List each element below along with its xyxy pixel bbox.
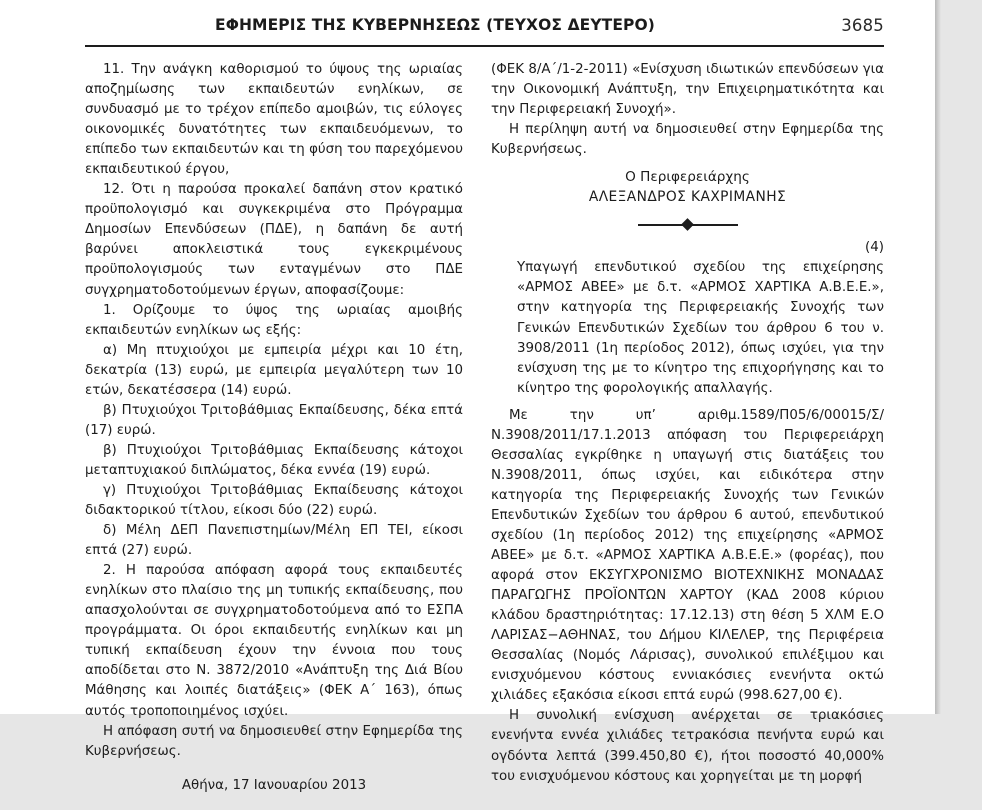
date-line: Αθήνα, 17 Ιανουαρίου 2013: [181, 777, 367, 793]
spacer: [85, 762, 463, 776]
grant-paragraph: Η συνολική ενίσχυση ανέρχεται σε τριακόσιες ενενήντα εννέα χιλιάδες τετρακόσια πενήντα ευρώ και ογδόντα λεπτά (399.450,80 €), ήτοι ποσοστό 40,000% του ενισχυόμενου κόστους και χορηγείται με τη μορφή: [491, 708, 884, 784]
decision-item-b1: β) Πτυχιούχοι Τριτοβάθμιας Εκπαίδευσης, δέκα επτά (17) ευρώ.: [85, 402, 463, 438]
summary-title: Υπαγωγή επενδυτικού σχεδίου της επιχείρησης «ΑΡΜΟΣ ΑΒΕΕ» με δ.τ. «ΑΡΜΟΣ ΧΑΡΤΙΚΑ Α.Β.Ε.Ε.», στην κατηγορία της Περιφερειακής Συνοχής των Γενικών Επενδυτικών Σχεδίων του άρθρου 6 του ν. 3908/2011 (1η περίοδος 2012), όπως ισχύει, για την ενίσχυση της με το κίνητρο της επιχορήγησης και το κίνητρο της φορολογικής απαλλαγής.: [517, 260, 884, 396]
header-rule: [85, 45, 884, 47]
viewer-background: [941, 0, 982, 714]
running-head: [85, 16, 884, 46]
decision-item-b2: β) Πτυχιούχοι Τριτοβάθμιας Εκπαίδευσης κάτοχοι μεταπτυχιακού διπλώματος, δέκα εννέα (19) ευρώ.: [85, 442, 463, 478]
decision-item-a: α) Μη πτυχιούχοι με εμπειρία μέχρι και 10 έτη, δεκατρία (13) ευρώ, με εμπειρία μεγαλύτερη των 10 ετών, δεκατέσσερα (14) ευρώ.: [85, 342, 463, 398]
paragraph-11: 11. Την ανάγκη καθορισμού το ύψους της ωριαίας αποζημίωσης των εκπαιδευτών ενηλίκων, σε συνδυασμό με το τρέχον επίπεδο αμοιβών, τις εύλογες οικονομικές δυνατότητες των εκπαιδευόμενων, το επίπεδο των εκπαιδευτών και τη φύση του παρεχόμενου εκπαιδευτικού έργου,: [85, 62, 463, 178]
right-publish-note: Η περίληψη αυτή να δημοσιευθεί στην Εφημερίδα της Κυβερνήσεως.: [491, 122, 884, 158]
signatory-role: Ο Περιφερειάρχης: [625, 169, 750, 186]
decision-item-g: γ) Πτυχιούχοι Τριτοβάθμιας Εκπαίδευσης κάτοχοι διδακτορικού τίτλου, είκοσι δύο (22) ευρώ.: [85, 482, 463, 519]
decision-item-2: 2. Η παρούσα απόφαση αφορά τους εκπαιδευτές ενηλίκων στο πλαίσιο της μη τυπικής εκπαίδευσης, που απασχολούνται σε συγχρηματοδοτούμενα από το ΕΣΠΑ προγράμματα. Οι όροι εκπαιδευτής ενηλίκων και μη τυπική εκπαίδευση έχουν την έννοια που τους αποδίδεται στο Ν. 3872/2010 «Ανάπτυξη της Διά Βίου Μάθησης και λοιπές διατάξεις» (ΦΕΚ Α΄ 163), όπως αυτός τροποποιημένος ισχύει.: [85, 563, 463, 719]
divider-diamond-icon: [681, 218, 694, 231]
left-publish-note: Η απόφαση συτή να δημοσιευθεί στην Εφημερίδα της Κυβερνήσεως.: [85, 723, 463, 759]
decision-body: Με την υπ’ αριθμ.1589/Π05/6/00015/Σ/Ν.3908/2011/17.1.2013 απόφαση του Περιφερειάρχη Θεσσαλίας εγκρίθηκε η υπαγωγή στις διατάξεις του Ν.3908/2011, όπως ισχύει, και ειδικότερα στην κατηγορία της Περιφερειακής Συνοχής των Γενικών Επενδυτικών Σχεδίων του άρθρου 6 αυτού, επενδυτικού σχεδίου (1η περίοδος 2012) της επιχείρησης «ΑΡΜΟΣ ΑΒΕΕ» με δ.τ. «ΑΡΜΟΣ ΧΑΡΤΙΚΑ Α.Β.Ε.Ε.» (φορέας), που αφορά στον ΕΚΣΥΓΧΡΟΝΙΣΜΟ ΒΙΟΤΕΧΝΙΚΗΣ ΜΟΝΑΔΑΣ ΠΑΡΑΓΩΓΗΣ ΠΡΟΪΟΝΤΩΝ ΧΑΡΤΟΥ (ΚΑΔ 2008 κύριου κλάδου δραστηριότητας: 17.12.13) στη θέση 5 ΧΛΜ Ε.Ο ΛΑΡΙΣΑΣ−ΑΘΗΝΑΣ, του Δήμου ΚΙΛΕΛΕΡ, της Περιφέρεια Θεσσαλίας (Νομός Λάρισας), συνολικού επιλέξιμου και ενισχυόμενου κόστους εννιακόσιες ενενήντα οκτώ χιλιάδες εξακόσια είκοσι επτά ευρώ (998.627,00 €).: [491, 407, 884, 704]
section-divider: [491, 216, 884, 234]
spacer: [85, 796, 463, 810]
right-text-column: [491, 60, 884, 784]
paragraph-12: 12. Ότι η παρούσα προκαλεί δαπάνη στον κρατικό προϋπολογισμό και συγκεκριμένα στο Πρόγραμμα Δημοσίων Επενδύσεων (ΠΔΕ), η δαπάνη δε αυτή βαρύνει αποκλειστικά τους εγκεκριμένους προϋπολογισμούς των ενταγμένων στο ΠΔΕ συγχρηματοδοτούμενων έργων, αποφασίζουμε:: [85, 182, 463, 298]
decision-item-1: 1. Ορίζουμε το ύψος της ωριαίας αμοιβής εκπαιδευτών ενηλίκων ως εξής:: [85, 302, 463, 338]
spacer: [491, 399, 884, 406]
decision-item-d: δ) Μέλη ΔΕΠ Πανεπιστημίων/Μέλη ΕΠ ΤΕΙ, είκοσι επτά (27) ευρώ.: [85, 523, 463, 559]
left-text-column: [85, 60, 463, 793]
page-number: 3685: [841, 16, 884, 35]
signatory-name: ΑΛΕΞΑΝΔΡΟΣ ΚΑΧΡΙΜΑΝΗΣ: [588, 189, 787, 206]
fek-reference: (ΦΕΚ 8/Α΄/1-2-2011) «Ενίσχυση ιδιωτικών επενδύσεων για την Οικονομική Ανάπτυξη, την Επιχειρηματικότητα και την Περιφερειακή Συνοχή».: [491, 62, 884, 118]
spacer: [491, 160, 884, 167]
section-number: (4): [865, 240, 884, 256]
gazette-title: ΕΦΗΜΕΡΙΣ ΤΗΣ ΚΥΒΕΡΝΗΣΕΩΣ (ΤΕΥΧΟΣ ΔΕΥΤΕΡΟ): [215, 16, 655, 34]
